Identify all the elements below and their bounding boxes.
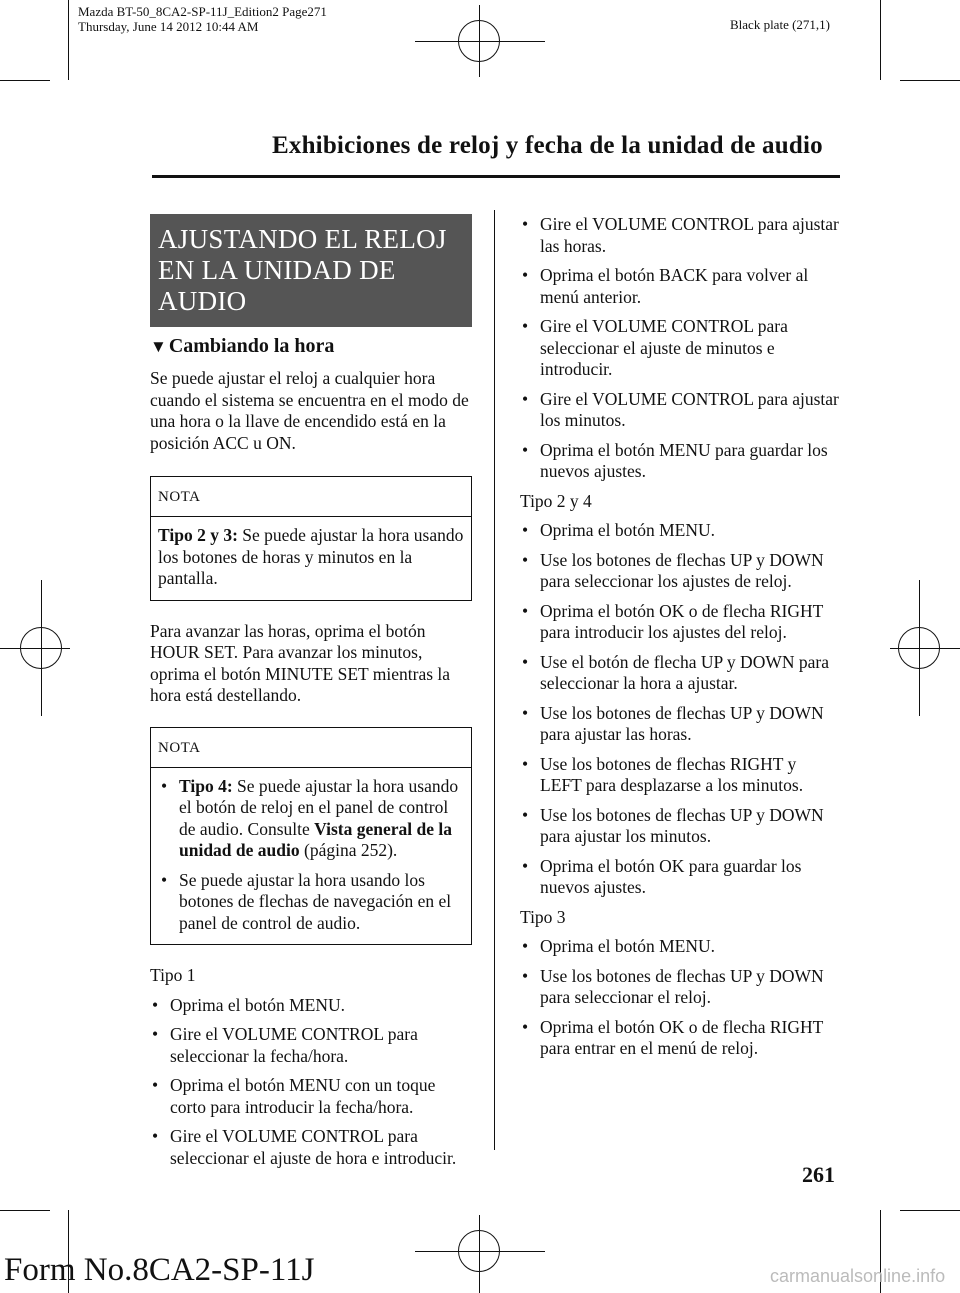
page-reference: (página 252). <box>299 840 398 860</box>
bullet-icon: • <box>161 775 168 796</box>
bullet-icon: • <box>522 804 529 825</box>
list-item-text: Oprima el botón BACK para volver al menú anterior. <box>540 265 809 307</box>
list-item-text: Use los botones de flechas UP y DOWN para ajustar las horas. <box>540 702 824 744</box>
bullet-icon: • <box>522 214 529 234</box>
crop-mark <box>900 80 960 81</box>
list-item-text: Oprima el botón MENU. <box>170 994 345 1015</box>
section-title-box <box>150 214 472 327</box>
list-item <box>520 966 840 1009</box>
crop-mark <box>0 1210 50 1211</box>
cross-reference-link[interactable]: Vista general de la unidad de audio <box>179 818 452 860</box>
crop-mark <box>900 1210 960 1211</box>
column-divider <box>494 210 495 1150</box>
note-text: Se puede ajustar la hora usando los botones de horas y minutos en la pantalla. <box>158 525 464 588</box>
note-body <box>151 517 471 600</box>
bullet-icon: • <box>152 1024 159 1044</box>
bullet-icon: • <box>161 869 168 890</box>
list-item <box>520 440 840 483</box>
list-item <box>520 520 840 542</box>
list-item-text: Oprima el botón OK o de flecha RIGHT para introducir los ajustes del reloj. <box>540 600 824 642</box>
note-box-1 <box>150 476 472 601</box>
file-info-line2: Thursday, June 14 2012 10:44 AM <box>78 19 259 34</box>
list-item-text: Oprima el botón MENU con un toque corto para introducir la fecha/hora. <box>170 1075 436 1117</box>
list-item <box>159 776 464 862</box>
bullet-icon: • <box>522 1016 529 1037</box>
registration-line <box>415 1251 545 1252</box>
list-item <box>520 936 840 958</box>
tipo1-list <box>150 995 472 1170</box>
note-text: Se puede ajustar la hora usando el botón de reloj en el panel de control de audio. Consulte <box>179 775 459 839</box>
bullet-icon: • <box>152 994 159 1015</box>
bullet-icon: • <box>522 702 529 723</box>
bullet-icon: • <box>522 965 529 986</box>
crop-mark <box>68 0 69 80</box>
tipo3-list <box>520 936 840 1060</box>
bullet-icon: • <box>522 265 529 285</box>
crop-mark <box>880 0 881 80</box>
list-item-text: Oprima el botón MENU. <box>540 520 715 540</box>
list-item <box>159 870 464 935</box>
list-item <box>520 265 840 308</box>
page-number: 261 <box>802 1162 835 1187</box>
list-item <box>150 1075 472 1118</box>
list-item-text: Gire el VOLUME CONTROL para seleccionar el ajuste de hora e introducir. <box>170 1126 457 1168</box>
triangle-icon: ▼ <box>150 337 167 356</box>
list-item <box>520 703 840 746</box>
header-rule <box>152 175 840 178</box>
list-item <box>520 652 840 695</box>
type-label: Tipo 1 <box>150 965 196 985</box>
section-title-line2: EN LA UNIDAD DE AUDIO <box>158 255 396 316</box>
note-bold-label: Tipo 4: <box>179 775 233 796</box>
note-bold-label: Tipo 2 y 3: <box>158 525 238 545</box>
bullet-icon: • <box>522 388 529 409</box>
bullet-icon: • <box>522 855 529 876</box>
bullet-icon: • <box>522 316 529 336</box>
list-item <box>520 1017 840 1060</box>
list-item <box>520 754 840 797</box>
running-title: Exhibiciones de reloj y fecha de la unidad de audio <box>272 132 823 159</box>
tipo1-cont-list <box>520 214 840 483</box>
bullet-icon: • <box>152 1075 159 1095</box>
file-info <box>78 4 327 34</box>
bullet-icon: • <box>522 549 529 570</box>
crop-mark <box>0 80 50 81</box>
list-item <box>150 1024 472 1067</box>
section-title-line1: AJUSTANDO EL RELOJ <box>158 224 447 254</box>
right-column <box>520 214 840 1068</box>
list-item-text: Oprima el botón MENU. <box>540 936 715 956</box>
list-item-text: Use los botones de flechas UP y DOWN para ajustar los minutos. <box>540 804 824 846</box>
list-item-text: Use los botones de flechas RIGHT y LEFT para desplazarse a los minutos. <box>540 753 804 795</box>
list-item-text: Oprima el botón MENU para guardar los nuevos ajustes. <box>540 439 828 481</box>
list-item <box>520 856 840 899</box>
left-column <box>150 214 472 1177</box>
bullet-icon: • <box>522 651 529 672</box>
subheading <box>150 335 472 358</box>
list-item <box>520 805 840 848</box>
list-item-text: Gire el VOLUME CONTROL para ajustar las horas. <box>540 214 839 256</box>
form-number: Form No.8CA2-SP-11J <box>4 1252 315 1288</box>
list-item-text: Gire el VOLUME CONTROL para seleccionar el ajuste de minutos e introducir. <box>540 316 788 379</box>
list-item-text: Gire el VOLUME CONTROL para ajustar los minutos. <box>540 388 839 430</box>
bullet-icon: • <box>152 1126 159 1146</box>
tipo24-list <box>520 520 840 899</box>
registration-line <box>890 648 960 649</box>
list-item-text: Gire el VOLUME CONTROL para seleccionar la fecha/hora. <box>170 1024 418 1066</box>
list-item-text: Use los botones de flechas UP y DOWN para seleccionar el reloj. <box>540 965 824 1007</box>
list-item <box>520 550 840 593</box>
registration-line <box>479 1215 480 1293</box>
note-title: NOTA <box>151 728 471 768</box>
registration-line <box>415 41 545 42</box>
list-item <box>150 995 472 1017</box>
list-item-text: Use el botón de flecha UP y DOWN para seleccionar la hora a ajustar. <box>540 651 829 693</box>
note-body <box>151 768 471 945</box>
watermark: carmanualsonline.info <box>770 1266 946 1286</box>
list-item-text: Oprima el botón OK o de flecha RIGHT para entrar en el menú de reloj. <box>540 1016 824 1058</box>
bullet-icon: • <box>522 600 529 621</box>
list-item <box>520 601 840 644</box>
subheading-text: Cambiando la hora <box>168 335 335 357</box>
hour-set-paragraph: Para avanzar las horas, oprima el botón HOUR SET. Para avanzar los minutos, oprima el botón MINUTE SET mientras la hora está destellando. <box>150 620 451 705</box>
note-list <box>159 776 464 935</box>
list-item <box>520 389 840 432</box>
note-text: Se puede ajustar la hora usando los botones de flechas de navegación en el panel de control de audio. <box>179 869 452 933</box>
list-item <box>520 214 840 257</box>
list-item <box>520 316 840 381</box>
note-title: NOTA <box>151 477 471 517</box>
list-item-text: Use los botones de flechas UP y DOWN para seleccionar los ajustes de reloj. <box>540 549 824 591</box>
list-item <box>150 1126 472 1169</box>
bullet-icon: • <box>522 936 529 956</box>
list-item-text: Oprima el botón OK para guardar los nuevos ajustes. <box>540 855 802 897</box>
note-box-2 <box>150 727 472 946</box>
file-info-line1: Mazda BT-50_8CA2-SP-11J_Edition2 Page271 <box>78 4 327 19</box>
type-label: Tipo 3 <box>520 906 566 927</box>
type-label: Tipo 2 y 4 <box>520 490 592 511</box>
registration-line <box>0 648 70 649</box>
bullet-icon: • <box>522 439 529 460</box>
bullet-icon: • <box>522 520 529 540</box>
intro-paragraph: Se puede ajustar el reloj a cualquier hora cuando el sistema se encuentra en el modo de una hora o la llave de encendido está en la posición ACC u ON. <box>150 368 469 453</box>
plate-label: Black plate (271,1) <box>730 17 830 32</box>
bullet-icon: • <box>522 753 529 774</box>
